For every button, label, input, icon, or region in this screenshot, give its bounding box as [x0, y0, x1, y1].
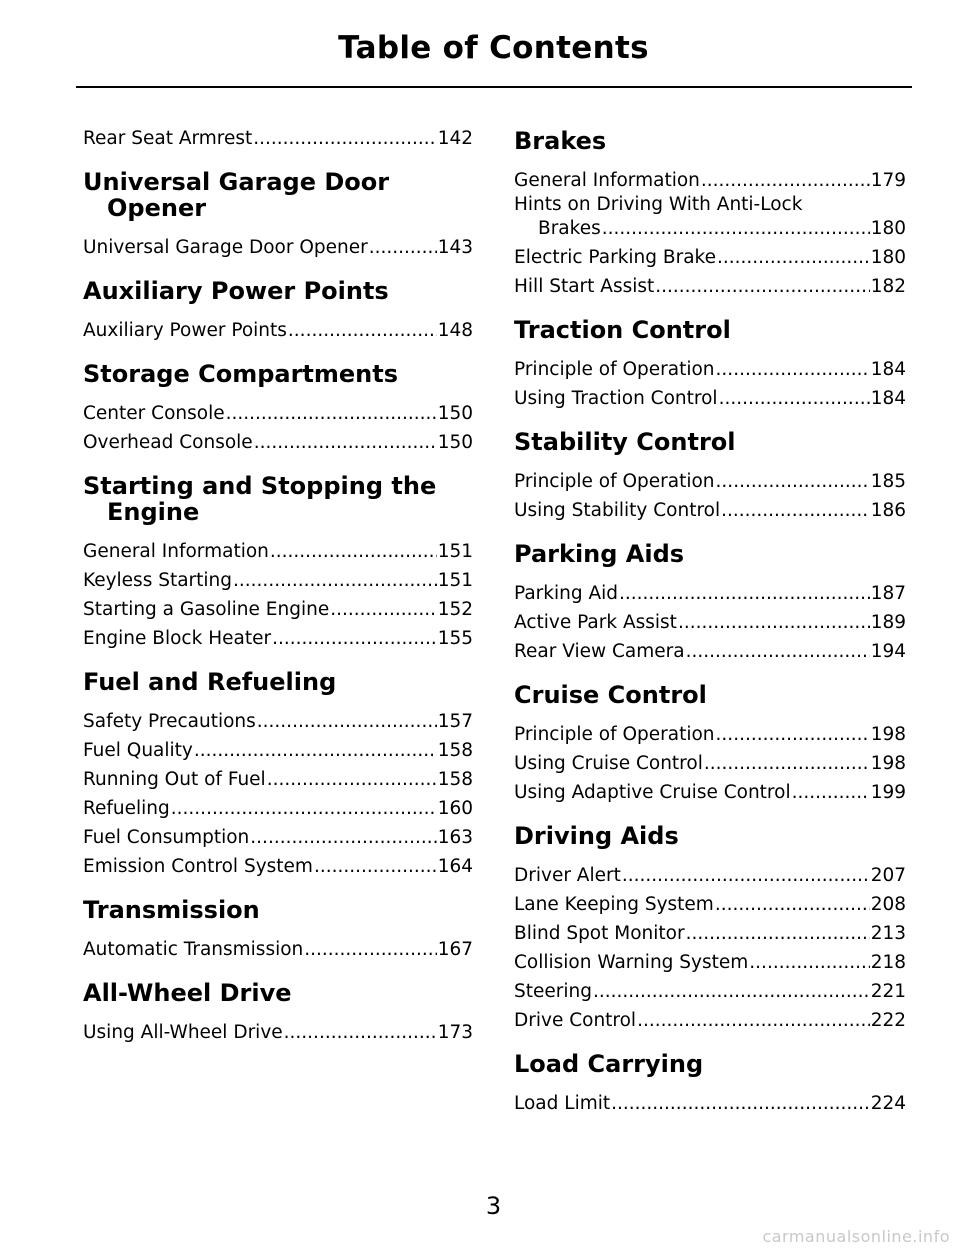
toc-entry[interactable]	[83, 792, 473, 821]
entry-title: Drive Control	[514, 1010, 637, 1031]
toc-entry[interactable]	[83, 122, 473, 151]
entry-page-number: 142	[437, 128, 473, 149]
toc-section	[83, 669, 473, 879]
toc-entry[interactable]	[514, 241, 906, 270]
toc-section	[514, 823, 906, 1033]
entry-title: Collision Warning System	[514, 952, 749, 973]
toc-entry[interactable]	[83, 705, 473, 734]
toc-entry[interactable]	[514, 718, 906, 747]
entry-page-number: 151	[437, 570, 473, 591]
dot-leader	[369, 236, 437, 260]
toc-right-column	[514, 128, 906, 1134]
page-number: 3	[485, 1192, 502, 1220]
toc-entry[interactable]	[514, 382, 906, 411]
toc-entry[interactable]	[514, 946, 906, 975]
entry-page-number: 158	[437, 740, 473, 761]
section-heading: Stability Control	[514, 428, 736, 456]
entry-title: Universal Garage Door Opener	[83, 237, 368, 258]
section-heading: Universal Garage Door Opener	[83, 168, 390, 222]
entry-title-continued: Brakes	[538, 218, 601, 239]
entry-page-number: 208	[870, 894, 906, 915]
toc-entry[interactable]	[83, 564, 473, 593]
entry-page-number: 182	[870, 276, 906, 297]
dot-leader	[622, 864, 870, 888]
dot-leader	[304, 938, 436, 962]
toc-entry[interactable]	[514, 975, 906, 1004]
dot-leader	[721, 499, 870, 523]
entry-page-number: 184	[870, 359, 906, 380]
toc-section	[514, 541, 906, 664]
entry-page-number: 158	[437, 769, 473, 790]
entry-title: Auxiliary Power Points	[83, 320, 287, 341]
entry-title: Electric Parking Brake	[514, 247, 716, 268]
entry-title: Blind Spot Monitor	[514, 923, 685, 944]
dot-leader	[719, 387, 870, 411]
toc-entry[interactable]	[514, 577, 906, 606]
dot-leader	[250, 826, 436, 850]
entry-title: Using Adaptive Cruise Control	[514, 782, 791, 803]
dot-leader	[284, 1021, 437, 1045]
toc-section	[83, 980, 473, 1045]
entry-page-number: 207	[870, 865, 906, 886]
entry-title: Engine Block Heater	[83, 628, 272, 649]
toc-entry[interactable]	[83, 1016, 473, 1045]
dot-leader	[254, 431, 437, 455]
dot-leader	[267, 768, 437, 792]
entry-title: Hill Start Assist	[514, 276, 655, 297]
toc-entry[interactable]	[514, 465, 906, 494]
entry-title: Rear Seat Armrest	[83, 128, 253, 149]
entry-title: Using Traction Control	[514, 388, 718, 409]
entry-page-number: 180	[870, 247, 906, 268]
entry-title: Driver Alert	[514, 865, 621, 886]
dot-leader	[226, 402, 437, 426]
toc-entry[interactable]	[514, 1087, 906, 1116]
dot-leader	[330, 598, 436, 622]
toc-section	[514, 682, 906, 805]
toc-entry[interactable]	[83, 763, 473, 792]
entry-title: Running Out of Fuel	[83, 769, 266, 790]
entry-title: Load Limit	[514, 1093, 611, 1114]
entry-page-number: 167	[437, 939, 473, 960]
entry-title: Active Park Assist	[514, 612, 677, 633]
section-heading: Transmission	[83, 896, 260, 924]
entry-page-number: 143	[437, 237, 473, 258]
entry-title: Starting a Gasoline Engine	[83, 599, 330, 620]
toc-section	[83, 122, 473, 151]
toc-section	[514, 317, 906, 411]
entry-page-number: 179	[870, 170, 906, 191]
section-heading: Parking Aids	[514, 540, 685, 568]
entry-page-number: 150	[437, 432, 473, 453]
toc-entry[interactable]	[514, 635, 906, 664]
title-divider	[76, 86, 912, 88]
entry-title: Keyless Starting	[83, 570, 233, 591]
entry-page-number: 198	[870, 724, 906, 745]
dot-leader	[701, 169, 870, 193]
toc-entry[interactable]	[514, 270, 906, 299]
entry-title: Safety Precautions	[83, 711, 256, 732]
entry-page-number: 198	[870, 753, 906, 774]
section-heading: All-Wheel Drive	[83, 979, 292, 1007]
section-heading: Cruise Control	[514, 681, 707, 709]
dot-leader	[611, 1092, 870, 1116]
dot-leader	[716, 358, 870, 382]
entry-page-number: 186	[870, 500, 906, 521]
section-heading: Fuel and Refueling	[83, 668, 337, 696]
dot-leader	[257, 710, 437, 734]
dot-leader	[171, 797, 437, 821]
entry-page-number: 157	[437, 711, 473, 732]
entry-title: Hints on Driving With Anti-Lock	[514, 194, 803, 215]
toc-section	[514, 429, 906, 523]
toc-entry[interactable]	[83, 933, 473, 962]
entry-title: Emission Control System	[83, 856, 313, 877]
entry-page-number: 189	[870, 612, 906, 633]
page-title: Table of Contents	[338, 30, 649, 66]
entry-title: Using Stability Control	[514, 500, 721, 521]
dot-leader	[233, 569, 437, 593]
entry-title: General Information	[83, 541, 269, 562]
entry-page-number: 184	[870, 388, 906, 409]
entry-page-number: 164	[437, 856, 473, 877]
toc-left-column	[83, 122, 473, 1063]
entry-page-number: 199	[870, 782, 906, 803]
entry-title: Center Console	[83, 403, 225, 424]
dot-leader	[716, 470, 870, 494]
dot-leader	[678, 611, 870, 635]
entry-title: Principle of Operation	[514, 724, 715, 745]
entry-page-number: 152	[437, 599, 473, 620]
dot-leader	[749, 951, 869, 975]
toc-entry[interactable]	[83, 397, 473, 426]
entry-page-number: 218	[870, 952, 906, 973]
dot-leader	[715, 893, 870, 917]
toc-entry[interactable]	[83, 850, 473, 879]
entry-title: Lane Keeping System	[514, 894, 714, 915]
toc-entry[interactable]	[514, 1004, 906, 1033]
entry-title: Fuel Quality	[83, 740, 193, 761]
entry-page-number: 194	[870, 641, 906, 662]
dot-leader	[655, 275, 869, 299]
toc-entry[interactable]	[83, 426, 473, 455]
toc-entry[interactable]	[83, 535, 473, 564]
dot-leader	[686, 922, 870, 946]
toc-entry[interactable]	[83, 821, 473, 850]
toc-section	[83, 169, 473, 260]
toc-section	[514, 128, 906, 299]
entry-page-number: 148	[437, 320, 473, 341]
toc-entry[interactable]	[514, 606, 906, 635]
entry-page-number: 185	[870, 471, 906, 492]
entry-title: Using Cruise Control	[514, 753, 703, 774]
dot-leader	[716, 723, 870, 747]
toc-entry[interactable]	[514, 917, 906, 946]
toc-section	[83, 278, 473, 343]
dot-leader	[593, 980, 870, 1004]
dot-leader	[686, 640, 870, 664]
toc-entry[interactable]	[514, 193, 906, 241]
section-heading: Brakes	[514, 127, 607, 155]
toc-entry[interactable]	[514, 494, 906, 523]
toc-entry[interactable]	[514, 747, 906, 776]
toc-section	[83, 361, 473, 455]
entry-title: Parking Aid	[514, 583, 619, 604]
entry-page-number: 160	[437, 798, 473, 819]
dot-leader	[792, 781, 870, 805]
section-heading: Starting and Stopping the Engine	[83, 472, 437, 526]
dot-leader	[314, 855, 437, 879]
dot-leader	[272, 627, 437, 651]
entry-title: Refueling	[83, 798, 170, 819]
section-heading: Driving Aids	[514, 822, 679, 850]
toc-entry[interactable]	[514, 776, 906, 805]
entry-page-number: 173	[437, 1022, 473, 1043]
entry-title: Automatic Transmission	[83, 939, 304, 960]
section-heading: Storage Compartments	[83, 360, 399, 388]
dot-leader	[602, 217, 870, 241]
toc-entry[interactable]	[514, 353, 906, 382]
entry-page-number: 163	[437, 827, 473, 848]
entry-title: Fuel Consumption	[83, 827, 250, 848]
dot-leader	[717, 246, 870, 270]
toc-entry[interactable]	[83, 314, 473, 343]
toc-section	[83, 897, 473, 962]
entry-page-number: 187	[870, 583, 906, 604]
entry-page-number: 224	[870, 1093, 906, 1114]
toc-entry[interactable]	[514, 888, 906, 917]
toc-section	[514, 1051, 906, 1116]
dot-leader	[270, 540, 437, 564]
dot-leader	[619, 582, 870, 606]
toc-entry[interactable]	[83, 231, 473, 260]
section-heading: Auxiliary Power Points	[83, 277, 389, 305]
entry-page-number: 221	[870, 981, 906, 1002]
entry-page-number: 155	[437, 628, 473, 649]
entry-title: Principle of Operation	[514, 359, 715, 380]
entry-page-number: 222	[870, 1010, 906, 1031]
entry-page-number: 151	[437, 541, 473, 562]
entry-title: Steering	[514, 981, 592, 1002]
dot-leader	[194, 739, 437, 763]
dot-leader	[253, 127, 436, 151]
entry-title: Rear View Camera	[514, 641, 685, 662]
entry-title: Using All-Wheel Drive	[83, 1022, 283, 1043]
section-heading: Load Carrying	[514, 1050, 704, 1078]
toc-entry[interactable]	[83, 593, 473, 622]
toc-section	[83, 473, 473, 651]
toc-entry[interactable]	[83, 622, 473, 651]
watermark: carmanualsonline.info	[762, 1227, 950, 1246]
dot-leader	[704, 752, 870, 776]
entry-page-number: 180	[870, 218, 906, 239]
entry-page-number: 213	[870, 923, 906, 944]
dot-leader	[288, 319, 437, 343]
toc-entry[interactable]	[514, 164, 906, 193]
entry-page-number: 150	[437, 403, 473, 424]
entry-title: General Information	[514, 170, 700, 191]
entry-title: Principle of Operation	[514, 471, 715, 492]
toc-entry[interactable]	[83, 734, 473, 763]
toc-entry[interactable]	[514, 859, 906, 888]
dot-leader	[637, 1009, 870, 1033]
entry-title: Overhead Console	[83, 432, 253, 453]
section-heading: Traction Control	[514, 316, 731, 344]
